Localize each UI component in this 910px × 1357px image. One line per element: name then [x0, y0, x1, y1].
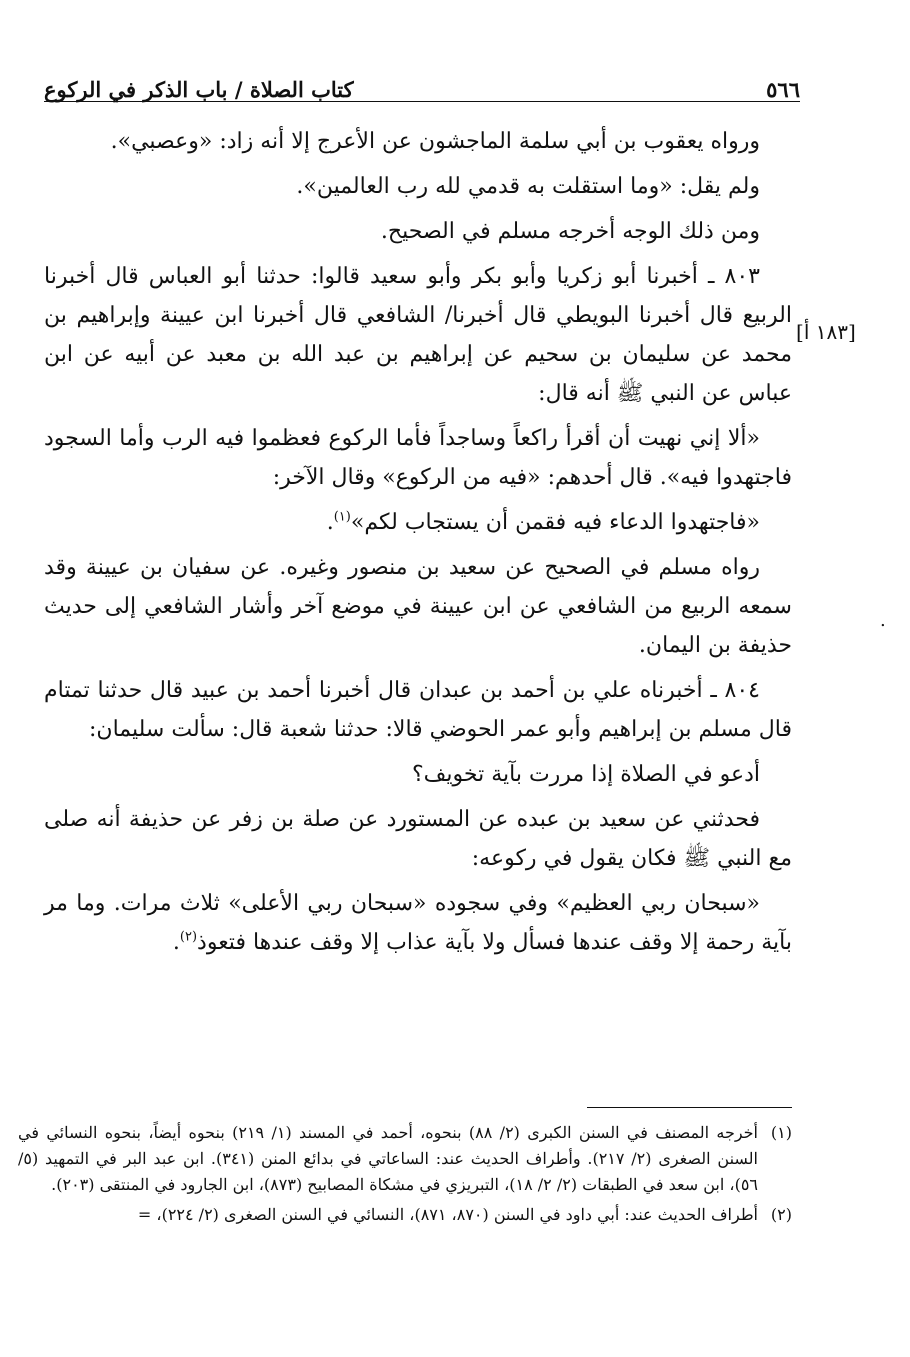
- paragraph: أدعو في الصلاة إذا مررت بآية تخويف؟: [411, 762, 760, 787]
- hadith-803: ٨٠٣ ـ أخبرنا أبو زكريا وأبو بكر وأبو سعيد قالوا: حدثنا أبو العباس قال أخبرنا الربيع قال أخبرنا البويطي قال أخبرنا/ الشافعي قال أخبرنا ابن عيينة وإبراهيم بن محمد عن سليمان بن سحيم عن إبراهيم بن عبد الله بن معبد عن أبيه عن ابن عباس عن النبي ﷺ أنه قال:: [44, 264, 792, 406]
- footnote-text: أخرجه المصنف في السنن الكبرى (٢/ ٨٨) بنحوه، أحمد في المسند (١/ ٢١٩) بنحوه أيضاً، بنحوه النسائي في السنن الصغرى (٢/ ٢١٧). وأطراف الحديث عند: الساعاتي في بدائع المنن (٣٤١). ابن عبد البر في التمهيد (٥/ ٥٦)، ابن سعد في الطبقات (٢/ ٢/ ١٨)، التبريزي في مشكاة المصابيح (٨٧٣)، ابن الجارود في المنتقى (٢٠٣).: [18, 1123, 759, 1194]
- paragraph: ورواه يعقوب بن أبي سلمة الماجشون عن الأعرج إلا أنه زاد: «وعصبي».: [110, 129, 760, 154]
- footnote-2: [18, 1202, 792, 1228]
- hadith-quote: «ألا إني نهيت أن أقرأ راكعاً وساجداً فأما الركوع فعظموا فيه الرب وأما السجود فاجتهدوا فيه». قال أحدهم: «فيه من الركوع» وقال الآخر:: [44, 426, 792, 490]
- chapter-title: كتاب الصلاة / باب الذكر في الركوع: [44, 77, 354, 102]
- footnote-divider: [587, 1107, 792, 1108]
- footnote-1: [18, 1120, 792, 1198]
- footnote-text: أطراف الحديث عند: أبي داود في السنن (٨٧٠، ٨٧١)، النسائي في السنن الصغرى (٢/ ٢٢٤)، =: [137, 1205, 758, 1224]
- footnotes: [18, 1120, 792, 1232]
- header-divider: [44, 101, 800, 102]
- margin-folio-note: [١٨٣ أ]: [796, 320, 856, 344]
- footnote-number: (٢): [770, 1205, 792, 1224]
- footnote-number: (١): [770, 1123, 792, 1142]
- paragraph: ولم يقل: «وما استقلت به قدمي لله رب العالمين».: [296, 174, 760, 199]
- page-number: ٥٦٦: [766, 77, 800, 102]
- paragraph: رواه مسلم في الصحيح عن سعيد بن منصور وغيره. عن سفيان بن عيينة وقد سمعه الربيع من الشافعي عن ابن عيينة في موضع آخر وأشار الشافعي إلى حديث حذيفة بن اليمان.: [44, 555, 792, 658]
- footnote-marker-1: (١): [333, 509, 351, 525]
- footnote-marker-2: (٢): [179, 929, 198, 945]
- hadith-quote: «فاجتهدوا الدعاء فيه فقمن أن يستجاب لكم»$^{(١)}$.: [326, 509, 760, 535]
- paragraph: فحدثني عن سعيد بن عبده عن المستورد عن صلة بن زفر عن حذيفة أنه صلى مع النبي ﷺ فكان يقول في ركوعه:: [44, 807, 792, 871]
- main-text: [44, 122, 792, 968]
- hadith-quote: «سبحان ربي العظيم» وفي سجوده «سبحان ربي الأعلى» ثلاث مرات. وما مر بآية رحمة إلا وقف عندها فسأل ولا بآية عذاب إلا وقف عندها فتعوذ$^{(٢)}$.: [44, 891, 792, 955]
- paragraph: ومن ذلك الوجه أخرجه مسلم في الصحيح.: [380, 219, 760, 244]
- hadith-804: ٨٠٤ ـ أخبرناه علي بن أحمد بن عبدان قال أخبرنا أحمد بن عبيد قال حدثنا تمتام قال مسلم بن إبراهيم وأبو عمر الحوضي قالا: حدثنا شعبة قال: سألت سليمان:: [44, 678, 792, 742]
- stray-mark: .: [880, 610, 886, 631]
- running-head: [44, 62, 800, 102]
